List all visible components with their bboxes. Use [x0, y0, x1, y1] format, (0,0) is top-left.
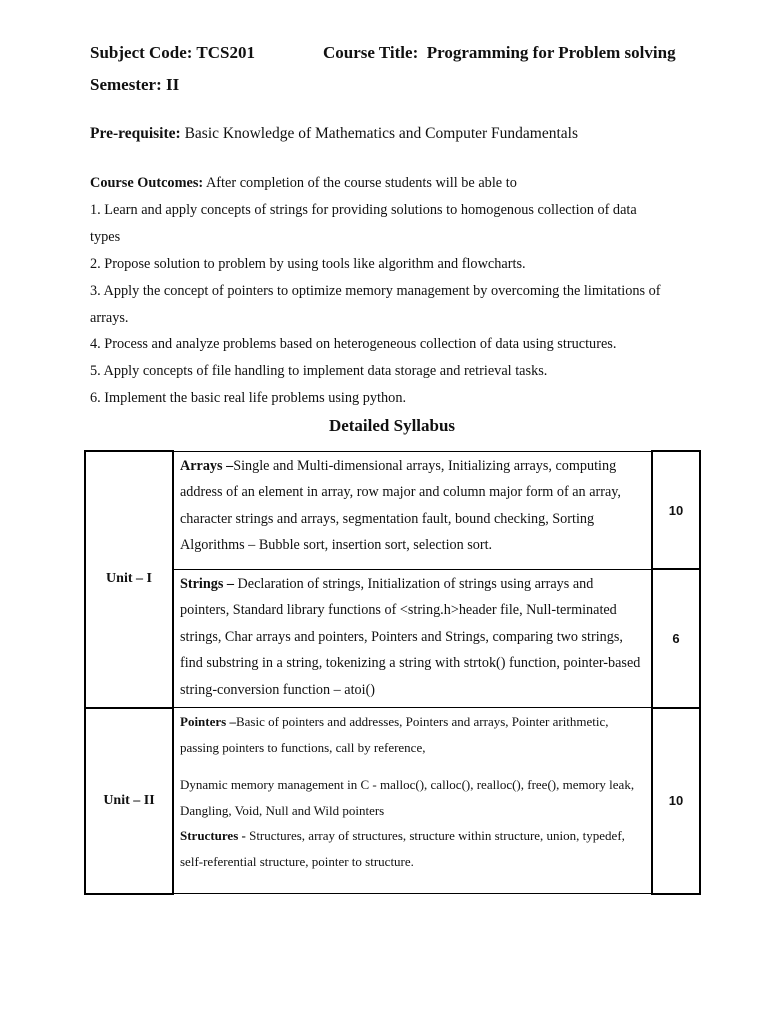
outcome-item: 2. Propose solution to problem by using tools like algorithm and flowcharts.	[90, 256, 526, 272]
prerequisite-label: Pre-requisite:	[90, 125, 181, 142]
topic-text: Single and Multi-dimensional arrays, Initializing arrays, computing address of an element in array, row major and column major form of an array, character strings and arrays, segmentation fault, bound checking, Sorting Algorithms – Bubble sort, insertion sort, selection sort.	[180, 457, 621, 554]
topic-text: Basic of pointers and addresses, Pointers and arrays, Pointer arithmetic, passing pointers to functions, call by reference,	[180, 714, 609, 755]
dynamic-memory-paragraph: Dynamic memory management in C - malloc(), calloc(), realloc(), free(), memory leak,	[180, 777, 635, 793]
table-row	[85, 708, 700, 894]
table-row	[85, 569, 700, 708]
semester-label: Semester:	[90, 75, 162, 94]
topic-heading: Pointers –	[180, 714, 236, 730]
syllabus-table	[84, 450, 701, 895]
pointers-paragraph	[180, 709, 644, 760]
course-title-label: Course Title:	[323, 43, 419, 62]
hours-cell: 10	[652, 451, 700, 569]
outcomes-label: Course Outcomes:	[90, 175, 204, 191]
prerequisite-line	[90, 125, 578, 143]
hours-cell: 10	[652, 708, 700, 894]
outcome-item: 6. Implement the basic real life problems using python.	[90, 390, 407, 406]
outcome-item: arrays.	[90, 310, 129, 326]
topic-text: Structures, array of structures, structure within structure, union, typedef, self-referential structure, pointer to structure.	[180, 828, 625, 869]
outcomes-heading	[90, 175, 517, 192]
topic-cell-pointers	[173, 708, 652, 894]
subject-code-label: Subject Code:	[90, 43, 193, 62]
syllabus-title: Detailed Syllabus	[328, 416, 456, 435]
subject-code-value: TCS201	[196, 43, 255, 62]
outcome-item: 4. Process and analyze problems based on heterogeneous collection of data using structures.	[90, 336, 617, 352]
subject-code-line	[90, 43, 255, 63]
outcome-item: 1. Learn and apply concepts of strings for providing solutions to homogenous collection of data	[90, 202, 637, 218]
topic-cell-arrays	[173, 451, 652, 569]
semester-line	[90, 75, 179, 95]
topic-heading: Structures -	[180, 828, 246, 844]
outcome-item: 5. Apply concepts of file handling to implement data storage and retrieval tasks.	[90, 363, 548, 379]
topic-cell-strings	[173, 569, 652, 708]
topic-heading: Arrays –	[180, 457, 234, 474]
topic-heading: Strings –	[180, 575, 234, 592]
semester-value: II	[166, 75, 180, 94]
course-title-value: Programming for Problem solving	[426, 43, 676, 62]
prerequisite-text: Basic Knowledge of Mathematics and Computer Fundamentals	[184, 125, 579, 142]
course-title-line	[323, 43, 676, 63]
dangling-paragraph: Dangling, Void, Null and Wild pointers	[180, 802, 385, 818]
unit-label: Unit – II	[85, 708, 173, 894]
outcome-item: types	[90, 229, 121, 245]
table-row	[85, 451, 700, 569]
hours-cell: 6	[652, 569, 700, 708]
paragraph-gap	[180, 760, 644, 772]
topic-text: Declaration of strings, Initialization of strings using arrays and pointers, Standard library functions of <string.h>header file, Null-terminated strings, Char arrays and pointers, Pointers and Strings, comparing two strings, find substring in a string, tokenizing a string with strtok() function, pointer-based string-conversion function – atoi()	[180, 575, 641, 698]
unit-label: Unit – I	[85, 451, 173, 708]
outcome-item: 3. Apply the concept of pointers to optimize memory management by overcoming the limitations of	[90, 283, 661, 299]
outcomes-intro: After completion of the course students will be able to	[205, 175, 517, 191]
structures-paragraph	[180, 823, 644, 874]
